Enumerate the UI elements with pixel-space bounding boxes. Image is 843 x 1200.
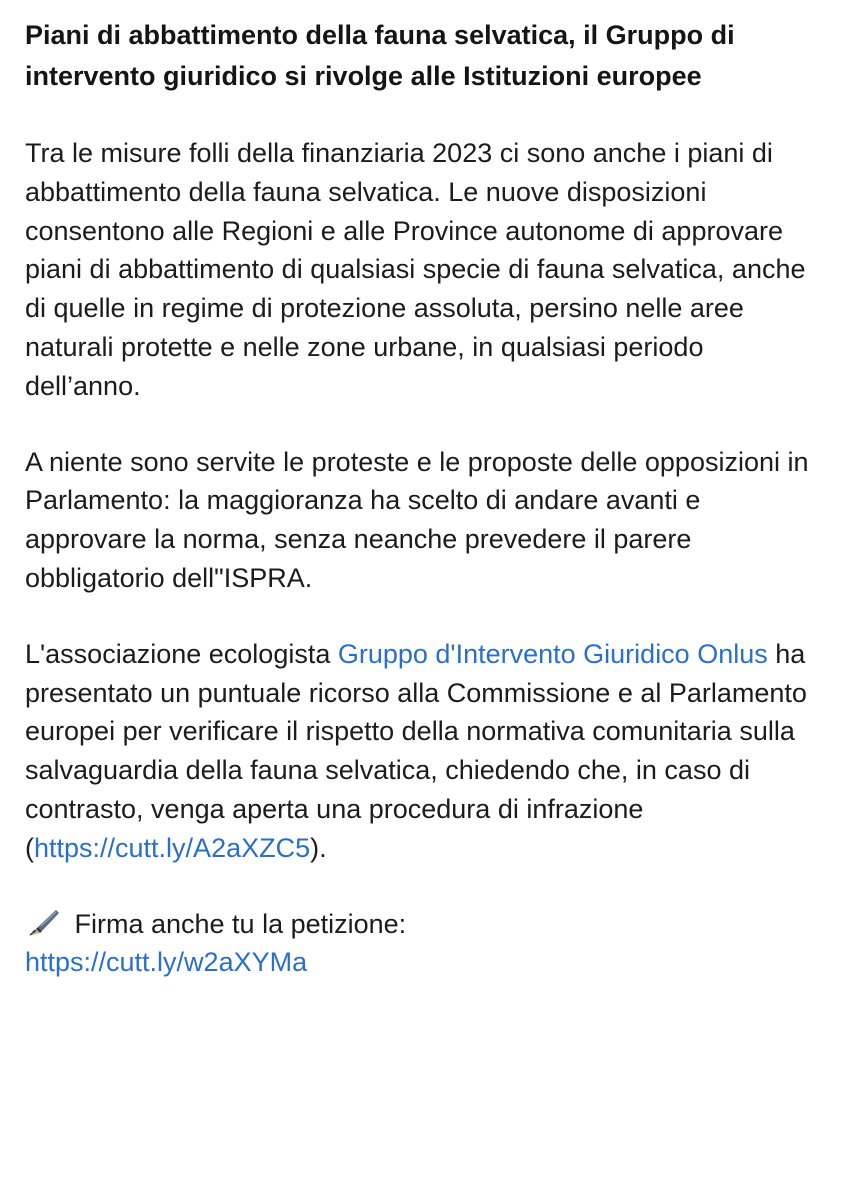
petition-url-link[interactable]: https://cutt.ly/w2aXYMa xyxy=(25,947,308,978)
petition-text: Firma anche tu la petizione: xyxy=(67,908,407,939)
ricorso-url-link[interactable]: https://cutt.ly/A2aXZC5 xyxy=(34,832,311,863)
petition-call xyxy=(25,905,825,983)
ricorso-text-middle: ha presentato un puntuale ricorso alla Commissione e al Parlamento europei per verificare il rispetto della normativa comunitaria sulla salvaguardia della fauna selvatica, chiedendo che, in caso di contrasto, venga aperta una procedura di infrazione ( xyxy=(25,638,807,863)
ricorso-text-start: L'associazione ecologista xyxy=(25,638,338,669)
paragraph-ricorso xyxy=(25,635,825,868)
paragraph-opposizioni: A niente sono servite le proteste e le proposte delle opposizioni in Parlamento: la maggioranza ha scelto di andare avanti e approvare la norma, senza neanche prevedere il parere obbligatorio dell"ISPRA. xyxy=(25,446,809,593)
post-body xyxy=(25,15,825,982)
post-title: Piani di abbattimento della fauna selvatica, il Gruppo di intervento giuridico si rivolge alle Istituzioni europee xyxy=(25,20,735,91)
org-link[interactable]: Gruppo d'Intervento Giuridico Onlus xyxy=(337,638,768,669)
paragraph-finanziaria: Tra le misure folli della finanziaria 2023 ci sono anche i piani di abbattimento della fauna selvatica. Le nuove disposizioni consentono alle Regioni e alle Province autonome di approvare piani di abbattimento di qualsiasi specie di fauna selvatica, anche di quelle in regime di protezione assoluta, persino nelle aree naturali protette e nelle zone urbane, in qualsiasi periodo dell’anno. xyxy=(25,138,806,401)
fountain-pen-icon xyxy=(25,906,61,938)
ricorso-text-end: ). xyxy=(310,832,327,863)
